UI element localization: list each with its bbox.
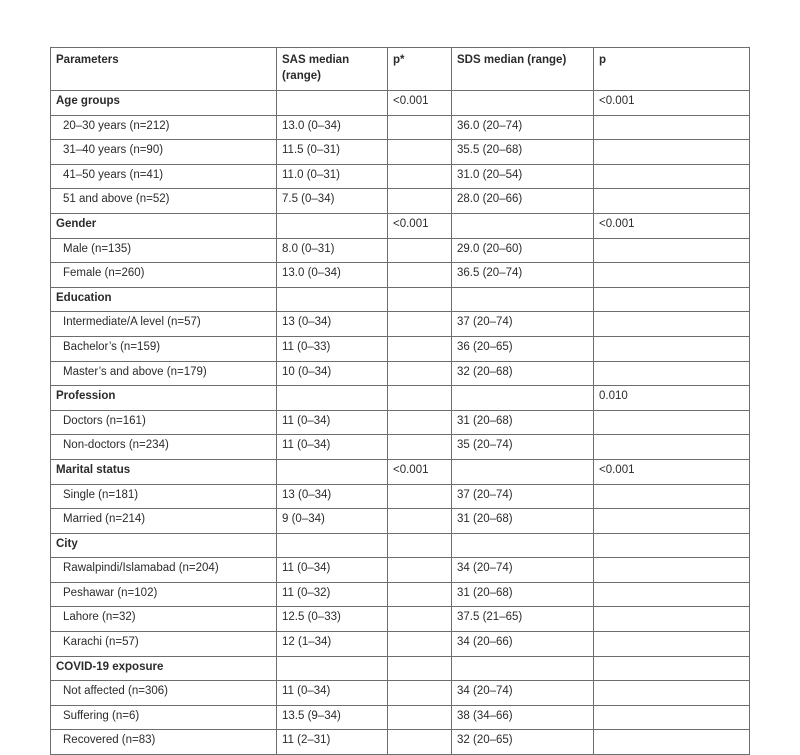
cell-param: Suffering (n=6) — [51, 705, 277, 730]
header-p-star: p* — [388, 48, 452, 91]
cell-param: Master’s and above (n=179) — [51, 361, 277, 386]
cell-pstar — [388, 681, 452, 706]
cell-p — [594, 681, 750, 706]
cell-pstar — [388, 705, 452, 730]
results-table — [50, 47, 750, 755]
table-row — [51, 435, 750, 460]
cell-sds — [452, 213, 594, 238]
cell-pstar — [388, 582, 452, 607]
table-row — [51, 558, 750, 583]
cell-pstar — [388, 164, 452, 189]
cell-sds: 37 (20–74) — [452, 312, 594, 337]
cell-sas: 11 (0–34) — [277, 410, 388, 435]
cell-sas: 13 (0–34) — [277, 312, 388, 337]
cell-sds: 38 (34–66) — [452, 705, 594, 730]
cell-sds — [452, 459, 594, 484]
cell-param: Marital status — [51, 459, 277, 484]
cell-pstar — [388, 238, 452, 263]
cell-p — [594, 509, 750, 534]
cell-param: Education — [51, 287, 277, 312]
cell-pstar — [388, 410, 452, 435]
group-row — [51, 386, 750, 411]
cell-sas: 13.0 (0–34) — [277, 263, 388, 288]
cell-sas: 11 (2–31) — [277, 730, 388, 755]
cell-sas: 9 (0–34) — [277, 509, 388, 534]
cell-pstar: <0.001 — [388, 213, 452, 238]
cell-param: Recovered (n=83) — [51, 730, 277, 755]
cell-sas: 11 (0–34) — [277, 681, 388, 706]
cell-pstar — [388, 484, 452, 509]
group-row — [51, 91, 750, 116]
cell-p — [594, 336, 750, 361]
cell-p — [594, 361, 750, 386]
cell-p: <0.001 — [594, 459, 750, 484]
cell-param: COVID-19 exposure — [51, 656, 277, 681]
cell-sds: 34 (20–66) — [452, 632, 594, 657]
cell-sds: 31 (20–68) — [452, 410, 594, 435]
cell-pstar — [388, 287, 452, 312]
cell-p — [594, 533, 750, 558]
cell-param: Married (n=214) — [51, 509, 277, 534]
cell-p — [594, 287, 750, 312]
cell-pstar — [388, 312, 452, 337]
cell-param: 41–50 years (n=41) — [51, 164, 277, 189]
table-row — [51, 238, 750, 263]
cell-pstar — [388, 435, 452, 460]
table-row — [51, 484, 750, 509]
cell-sas: 13 (0–34) — [277, 484, 388, 509]
cell-pstar — [388, 730, 452, 755]
cell-param: Intermediate/A level (n=57) — [51, 312, 277, 337]
cell-pstar — [388, 558, 452, 583]
cell-p — [594, 263, 750, 288]
cell-sds: 31 (20–68) — [452, 582, 594, 607]
cell-pstar — [388, 336, 452, 361]
table-row — [51, 410, 750, 435]
cell-sds: 31.0 (20–54) — [452, 164, 594, 189]
cell-pstar — [388, 632, 452, 657]
cell-sds: 32 (20–68) — [452, 361, 594, 386]
cell-param: Single (n=181) — [51, 484, 277, 509]
cell-param: Karachi (n=57) — [51, 632, 277, 657]
header-row — [51, 48, 750, 91]
cell-sas — [277, 91, 388, 116]
table-row — [51, 582, 750, 607]
table-row — [51, 681, 750, 706]
cell-pstar — [388, 361, 452, 386]
cell-sds — [452, 386, 594, 411]
table-row — [51, 263, 750, 288]
table-row — [51, 189, 750, 214]
cell-p — [594, 312, 750, 337]
header-parameters: Parameters — [51, 48, 277, 91]
cell-p — [594, 115, 750, 140]
cell-sds: 34 (20–74) — [452, 558, 594, 583]
header-sas-median: SAS median (range) — [277, 48, 388, 91]
cell-param: Bachelor’s (n=159) — [51, 336, 277, 361]
cell-sas: 11 (0–34) — [277, 435, 388, 460]
cell-sds: 32 (20–65) — [452, 730, 594, 755]
table-row — [51, 164, 750, 189]
cell-p — [594, 582, 750, 607]
cell-pstar — [388, 533, 452, 558]
cell-sds: 31 (20–68) — [452, 509, 594, 534]
cell-pstar — [388, 656, 452, 681]
cell-sas — [277, 533, 388, 558]
cell-pstar — [388, 509, 452, 534]
cell-sds — [452, 91, 594, 116]
cell-p — [594, 632, 750, 657]
cell-param: Rawalpindi/Islamabad (n=204) — [51, 558, 277, 583]
cell-sas: 8.0 (0–31) — [277, 238, 388, 263]
cell-param: City — [51, 533, 277, 558]
cell-sds: 28.0 (20–66) — [452, 189, 594, 214]
table-row — [51, 509, 750, 534]
cell-param: Doctors (n=161) — [51, 410, 277, 435]
cell-p — [594, 558, 750, 583]
cell-p — [594, 435, 750, 460]
cell-sas: 7.5 (0–34) — [277, 189, 388, 214]
cell-sds — [452, 656, 594, 681]
cell-sds: 36 (20–65) — [452, 336, 594, 361]
table-row — [51, 705, 750, 730]
cell-sas: 11 (0–32) — [277, 582, 388, 607]
group-row — [51, 213, 750, 238]
cell-sas: 11.0 (0–31) — [277, 164, 388, 189]
cell-sas: 10 (0–34) — [277, 361, 388, 386]
cell-p — [594, 705, 750, 730]
cell-p — [594, 607, 750, 632]
cell-param: Gender — [51, 213, 277, 238]
cell-pstar — [388, 386, 452, 411]
cell-p — [594, 484, 750, 509]
table-body — [51, 91, 750, 755]
cell-sas: 11 (0–34) — [277, 558, 388, 583]
cell-param: 51 and above (n=52) — [51, 189, 277, 214]
cell-sas: 11 (0–33) — [277, 336, 388, 361]
cell-p — [594, 164, 750, 189]
cell-sas — [277, 459, 388, 484]
cell-p — [594, 410, 750, 435]
cell-pstar: <0.001 — [388, 91, 452, 116]
cell-sds: 37.5 (21–65) — [452, 607, 594, 632]
cell-p: 0.010 — [594, 386, 750, 411]
table-row — [51, 361, 750, 386]
cell-sas: 13.0 (0–34) — [277, 115, 388, 140]
cell-sds: 34 (20–74) — [452, 681, 594, 706]
cell-p — [594, 730, 750, 755]
cell-param: Lahore (n=32) — [51, 607, 277, 632]
cell-pstar — [388, 140, 452, 165]
cell-sds: 29.0 (20–60) — [452, 238, 594, 263]
cell-sds: 35 (20–74) — [452, 435, 594, 460]
cell-param: Non-doctors (n=234) — [51, 435, 277, 460]
cell-sds: 36.0 (20–74) — [452, 115, 594, 140]
group-row — [51, 656, 750, 681]
table-row — [51, 312, 750, 337]
header-sds-median: SDS median (range) — [452, 48, 594, 91]
table-row — [51, 140, 750, 165]
cell-param: 20–30 years (n=212) — [51, 115, 277, 140]
cell-param: Profession — [51, 386, 277, 411]
cell-p — [594, 238, 750, 263]
cell-sas — [277, 656, 388, 681]
group-row — [51, 287, 750, 312]
header-p: p — [594, 48, 750, 91]
cell-param: 31–40 years (n=90) — [51, 140, 277, 165]
cell-p — [594, 189, 750, 214]
cell-param: Not affected (n=306) — [51, 681, 277, 706]
cell-sas — [277, 386, 388, 411]
cell-sds: 37 (20–74) — [452, 484, 594, 509]
cell-sas: 12.5 (0–33) — [277, 607, 388, 632]
cell-param: Female (n=260) — [51, 263, 277, 288]
cell-sas: 11.5 (0–31) — [277, 140, 388, 165]
table-row — [51, 607, 750, 632]
group-row — [51, 459, 750, 484]
cell-pstar — [388, 263, 452, 288]
cell-sds: 36.5 (20–74) — [452, 263, 594, 288]
cell-sds — [452, 287, 594, 312]
cell-pstar: <0.001 — [388, 459, 452, 484]
group-row — [51, 533, 750, 558]
cell-sas — [277, 287, 388, 312]
cell-p — [594, 656, 750, 681]
cell-p: <0.001 — [594, 91, 750, 116]
cell-sds: 35.5 (20–68) — [452, 140, 594, 165]
cell-sds — [452, 533, 594, 558]
cell-p: <0.001 — [594, 213, 750, 238]
cell-sas: 13.5 (9–34) — [277, 705, 388, 730]
cell-sas: 12 (1–34) — [277, 632, 388, 657]
cell-param: Male (n=135) — [51, 238, 277, 263]
cell-param: Age groups — [51, 91, 277, 116]
cell-pstar — [388, 189, 452, 214]
cell-pstar — [388, 115, 452, 140]
cell-param: Peshawar (n=102) — [51, 582, 277, 607]
cell-pstar — [388, 607, 452, 632]
table-row — [51, 336, 750, 361]
table-row — [51, 730, 750, 755]
table-row — [51, 115, 750, 140]
cell-p — [594, 140, 750, 165]
cell-sas — [277, 213, 388, 238]
table-row — [51, 632, 750, 657]
